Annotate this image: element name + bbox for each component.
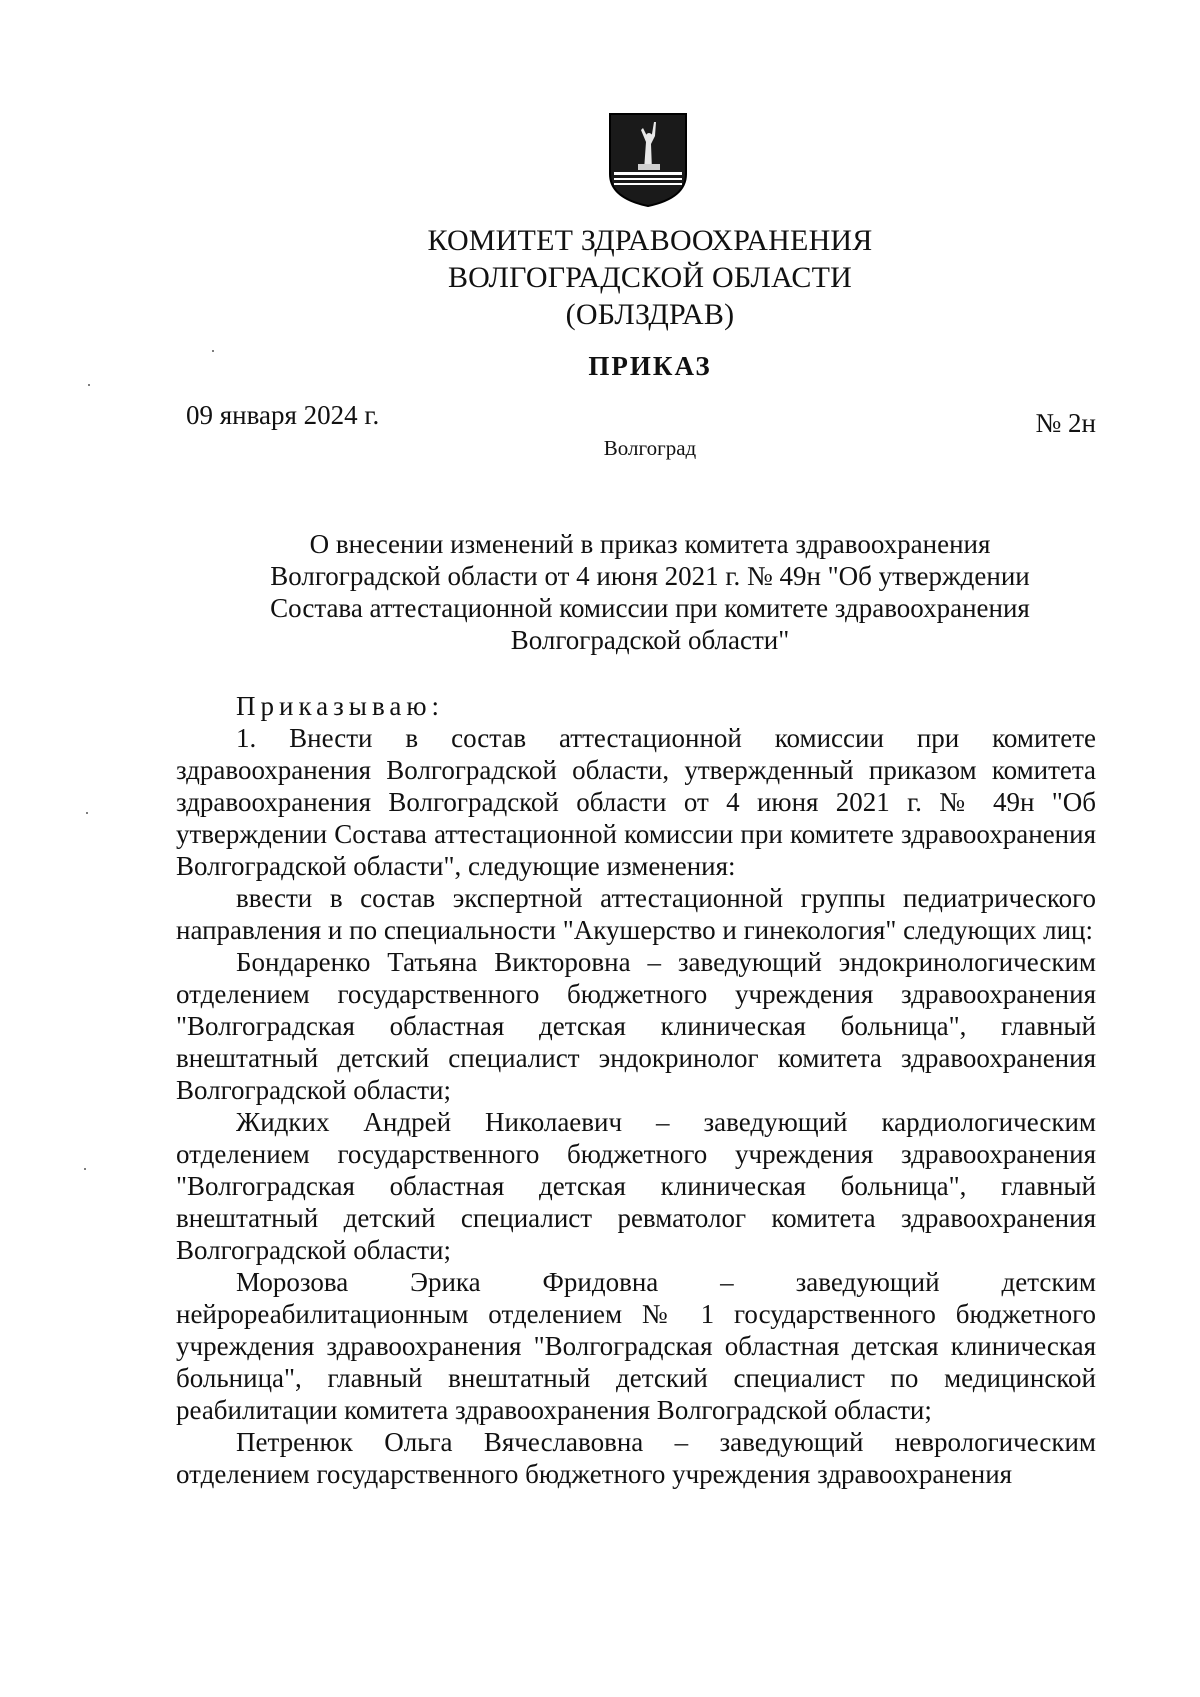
org-region-line: ВОЛГОГРАДСКОЙ ОБЛАСТИ xyxy=(447,261,853,294)
scan-speck xyxy=(84,1168,86,1170)
document-date: 09 января 2024 г. xyxy=(186,400,380,430)
scan-speck xyxy=(86,812,88,814)
paragraph-person: Бондаренко Татьяна Викторовна – заведующий эндокринологическим отделением государственного бюджетного учреждения здравоохранения "Волгоградская областная детская клиническая больница", главный внештатный детский специалист эндокринолог комитета здравоохранения Волгоградской области; xyxy=(176,947,1096,1105)
organization-header xyxy=(300,222,1000,333)
document-type-title: ПРИКАЗ xyxy=(588,351,712,381)
order-directive: Приказываю: xyxy=(236,691,444,721)
org-name-line: КОМИТЕТ ЗДРАВООХРАНЕНИЯ xyxy=(427,224,873,257)
document-number: № 2н xyxy=(1035,408,1096,438)
subject-line: Волгоградской области от 4 июня 2021 г. № 49н "Об утверждении xyxy=(270,561,1030,591)
subject-line: Волгоградской области" xyxy=(510,625,790,655)
coat-of-arms-emblem xyxy=(608,112,688,208)
document-city: Волгоград xyxy=(603,436,697,460)
paragraph-intro: ввести в состав экспертной аттестационной группы педиатрического направления и по специальности "Акушерство и гинекология" следующих лиц: xyxy=(176,883,1096,945)
scan-speck xyxy=(88,384,90,386)
document-body xyxy=(176,722,1096,1490)
paragraph-person: Петренюк Ольга Вячеславовна – заведующий неврологическим отделением государственного бюджетного учреждения здравоохранения xyxy=(176,1427,1096,1489)
paragraph-person: Морозова Эрика Фридовна – заведующий детским нейрореабилитационным отделением № 1 государственного бюджетного учреждения здравоохранения "Волгоградская областная детская клиническая больница", главный внештатный детский специалист по медицинской реабилитации комитета здравоохранения Волгоградской области; xyxy=(176,1267,1096,1425)
paragraph-person: Жидких Андрей Николаевич – заведующий кардиологическим отделением государственного бюджетного учреждения здравоохранения "Волгоградская областная детская клиническая больница", главный внештатный детский специалист ревматолог комитета здравоохранения Волгоградской области; xyxy=(176,1107,1096,1265)
scan-speck xyxy=(212,350,214,352)
subject-line: Состава аттестационной комиссии при комитете здравоохранения xyxy=(270,593,1030,623)
document-subject xyxy=(230,528,1070,656)
org-abbreviation: (ОБЛЗДРАВ) xyxy=(565,298,735,331)
paragraph-item-1: 1. Внести в состав аттестационной комиссии при комитете здравоохранения Волгоградской области, утвержденный приказом комитета здравоохранения Волгоградской области от 4 июня 2021 г. № 49н "Об утверждении Состава аттестационной комиссии при комитете здравоохранения Волгоградской области", следующие изменения: xyxy=(176,723,1096,881)
subject-line: О внесении изменений в приказ комитета здравоохранения xyxy=(309,529,991,559)
